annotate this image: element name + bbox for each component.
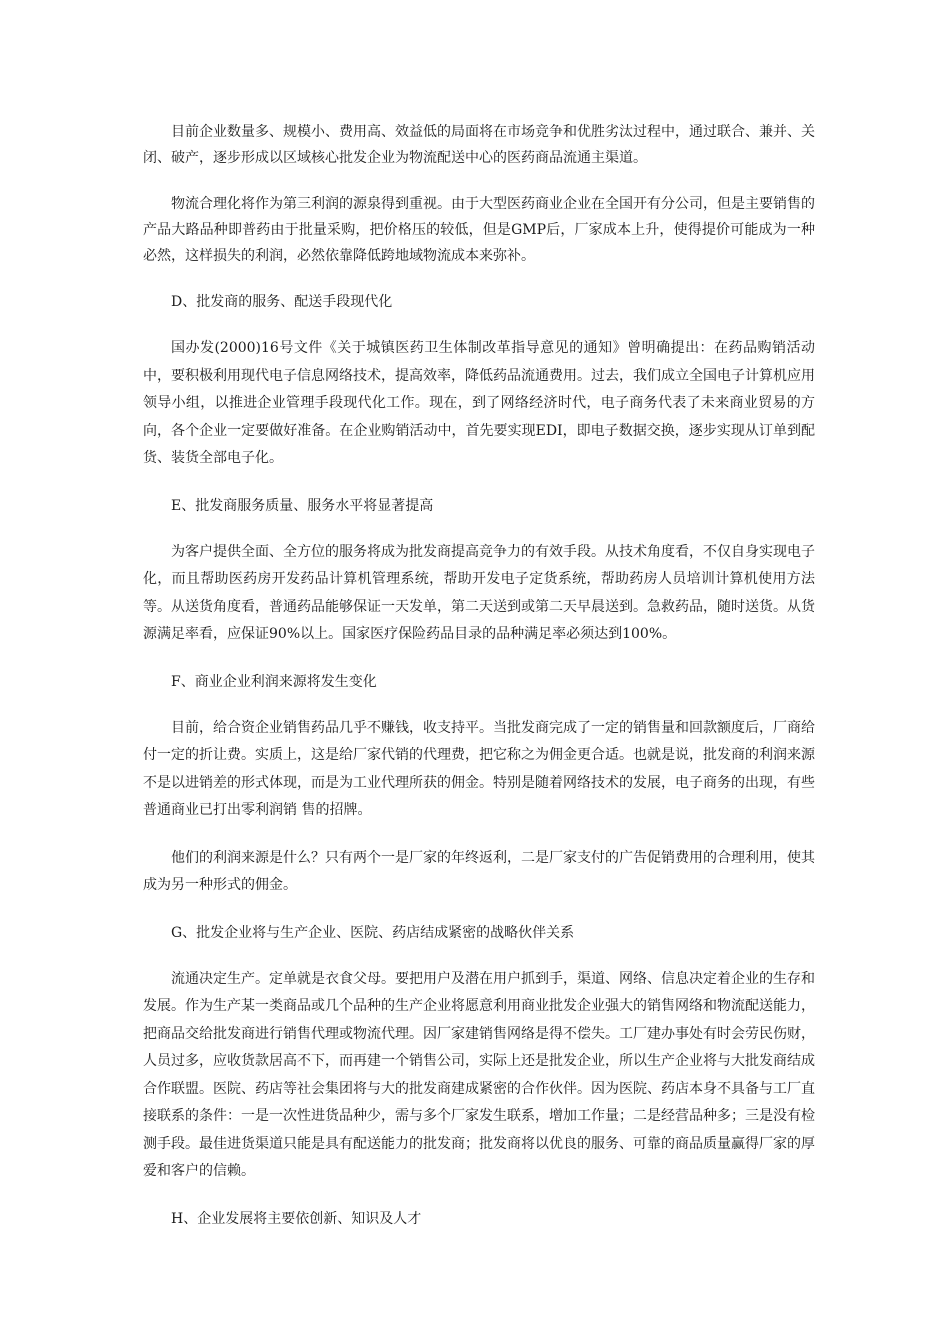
heading-g: G、批发企业将与生产企业、医院、药店结成紧密的战略伙伴关系 (171, 924, 575, 941)
document-body (143, 119, 815, 1252)
paragraph-profit-source: 目前，给合资企业销售药品几乎不赚钱，收支持平。当批发商完成了一定的销售量和回款额度后，厂商给付一定的折让费。实质上，这是给厂家代销的代理费，把它称之为佣金更合适。也就是说，批发商的利润来源不是以进销差的形式体现，而是为工业代理所获的佣金。特别是随着网络技术的发展，电子商务的出现，有些普通商业已打出零利润销 售的招牌。 (143, 719, 815, 818)
paragraph-ecommerce: 国办发(2000)16号文件《关于城镇医药卫生体制改革指导意见的通知》曾明确提出：在药品购销活动中，要积极利用现代电子信息网络技术，提高效率，降低药品流通费用。过去，我们成立全国电子计算机应用领导小组，以推进企业管理手段现代化工作。现在，到了网络经济时代，电子商务代表了未来商业贸易的方向，各个企业一定要做好准备。在企业购销活动中，首先要实现EDI，即电子数据交换，逐步实现从订单到配货、装货全部电子化。 (143, 340, 815, 466)
heading-h: H、企业发展将主要依创新、知识及人才 (171, 1210, 422, 1227)
paragraph-partnership: 流通决定生产。定单就是衣食父母。要把用户及潜在用户抓到手，渠道、网络、信息决定着企业的生存和发展。作为生产某一类商品或几个品种的生产企业将愿意利用商业批发企业强大的销售网络和物流配送能力，把商品交给批发商进行销售代理或物流代理。因厂家建销售网络是得不偿失。工厂建办事处有时会劳民伤财，人员过多，应收货款居高不下，而再建一个销售公司，实际上还是批发企业，所以生产企业将与大批发商结成合作联盟。医院、药店等社会集团将与大的批发商建成紧密的合作伙伴。因为医院、药店本身不具备与工厂直接联系的条件：一是一次性进货品种少，需与多个厂家发生联系，增加工作量；二是经营品种多；三是没有检测手段。最佳进货渠道只能是具有配送能力的批发商；批发商将以优良的服务、可靠的商品质量赢得厂家的厚爱和客户的信赖。 (143, 970, 815, 1179)
heading-f: F、商业企业利润来源将发生变化 (171, 673, 377, 690)
paragraph-consolidation: 目前企业数量多、规模小、费用高、效益低的局面将在市场竞争和优胜劣汰过程中，通过联合、兼并、关闭、破产，逐步形成以区域核心批发企业为物流配送中心的医药商品流通主渠道。 (143, 124, 815, 166)
paragraph-service: 为客户提供全面、全方位的服务将成为批发商提高竞争力的有效手段。从技术角度看，不仅自身实现电子化，而且帮助医药房开发药品计算机管理系统，帮助开发电子定货系统，帮助药房人员培训计算机使用方法等。从送货角度看，普通药品能够保证一天发单，第二天送到或第二天早晨送到。急救药品，随时送货。从货源满足率看，应保证90%以上。国家医疗保险药品目录的品种满足率必须达到100%。 (143, 543, 815, 642)
paragraph-commission: 他们的利润来源是什么？只有两个一是厂家的年终返利，二是厂家支付的广告促销费用的合理利用，使其成为另一种形式的佣金。 (143, 849, 815, 893)
heading-d: D、批发商的服务、配送手段现代化 (171, 294, 393, 310)
paragraph-logistics-profit: 物流合理化将作为第三利润的源泉得到重视。由于大型医药商业企业在全国开有分公司，但是主要销售的产品大路品种即普药由于批量采购，把价格压的较低，但是GMP后，厂家成本上升，使得提价可能成为一种必然，这样损失的利润，必然依靠降低跨地域物流成本来弥补。 (143, 196, 815, 264)
heading-e: E、批发商服务质量、服务水平将显著提高 (171, 497, 434, 514)
